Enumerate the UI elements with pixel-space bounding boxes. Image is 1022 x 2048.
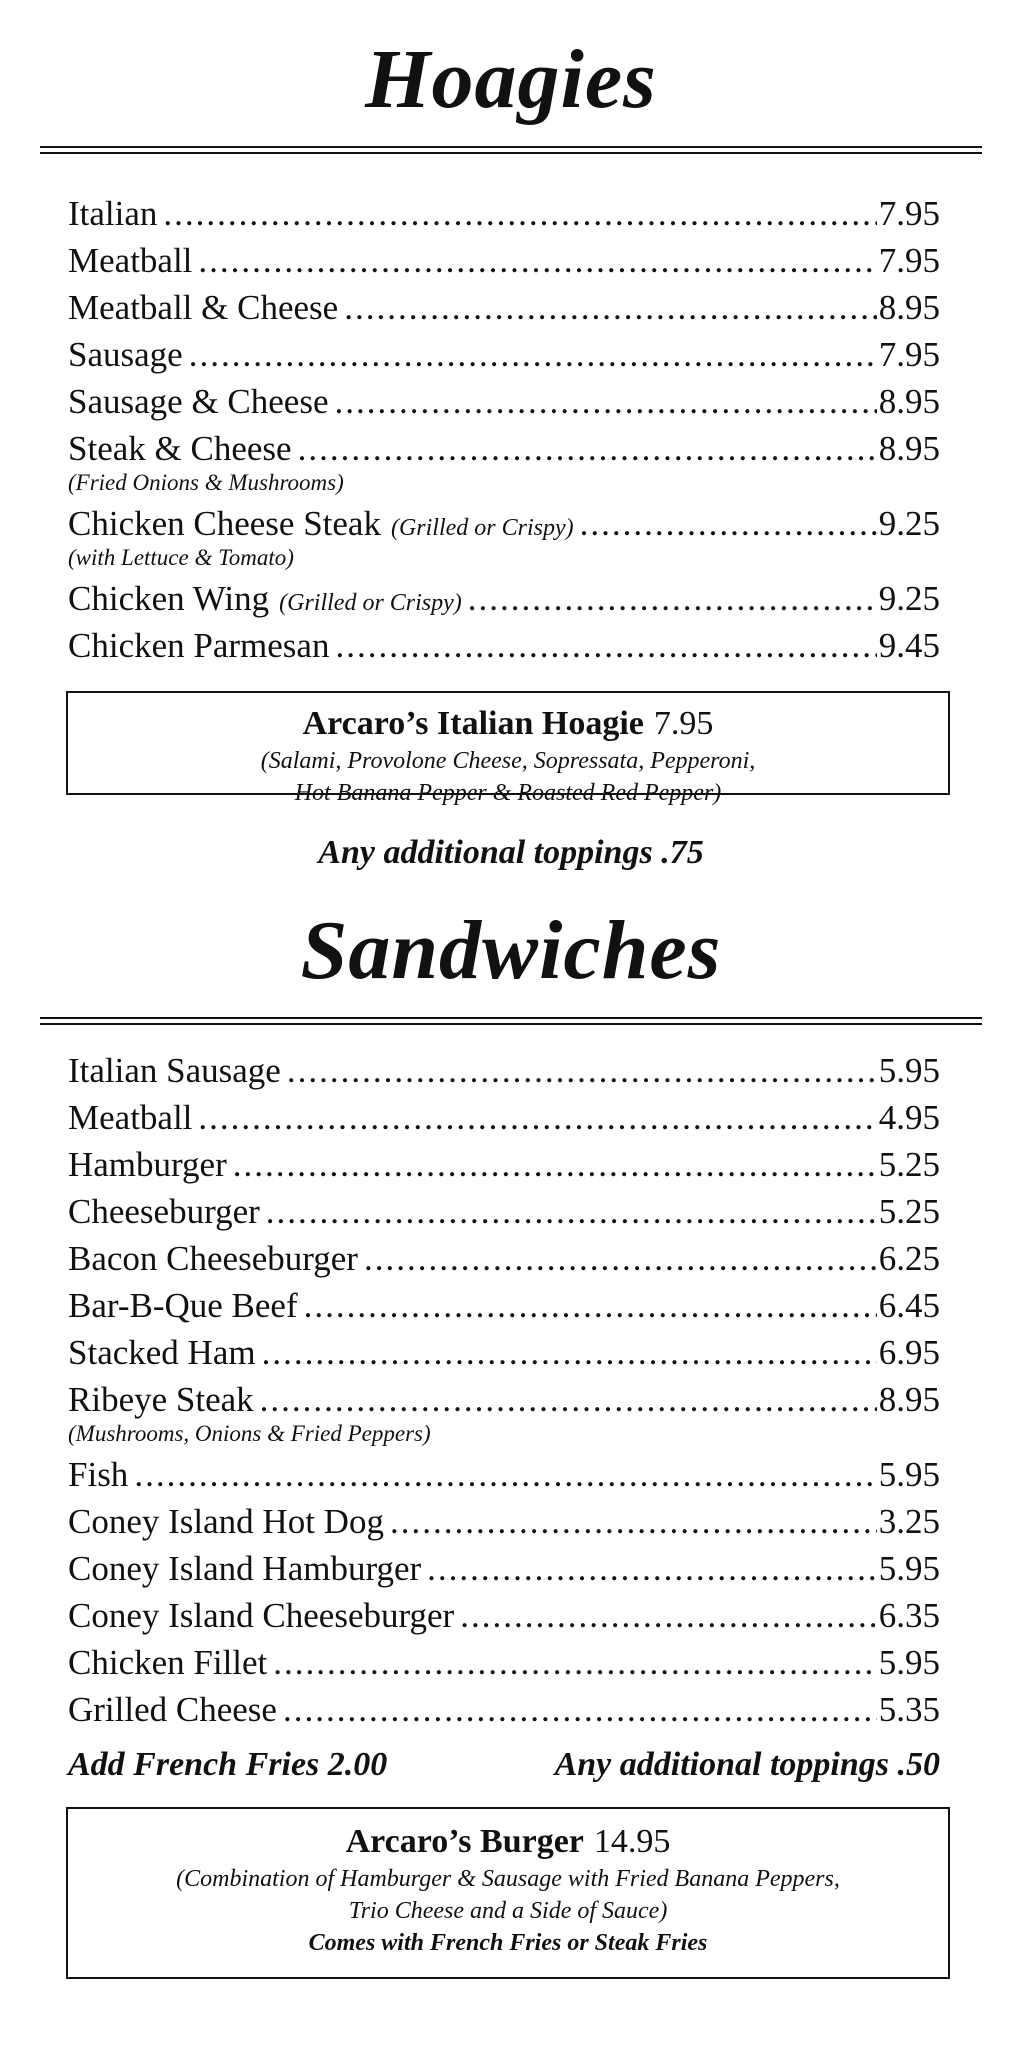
item-name: Chicken Parmesan (68, 626, 330, 665)
french-fries-note: Add French Fries 2.00 (68, 1746, 388, 1783)
special-serving-note: Comes with French Fries or Steak Fries (308, 1930, 708, 1956)
dot-leader (335, 622, 876, 669)
dot-leader (189, 331, 877, 378)
item-name: Coney Island Hot Dog (68, 1502, 384, 1541)
dot-leader (266, 1188, 877, 1235)
item-name: Italian (68, 194, 158, 233)
sandwiches-toppings-note: Any additional toppings .50 (554, 1746, 940, 1783)
item-description: (Fried Onions & Mushrooms) (68, 470, 344, 495)
item-price: 5.95 (878, 1051, 940, 1090)
item-name: Ribeye Steak (68, 1380, 254, 1419)
item-name: Chicken Wing (68, 579, 270, 618)
item-price: 4.95 (878, 1098, 940, 1137)
item-price: 8.95 (878, 1380, 940, 1419)
dot-leader (304, 1282, 877, 1329)
menu-item (68, 1141, 940, 1188)
special-name: Arcaro’s Burger (345, 1823, 584, 1860)
menu-item (68, 1451, 940, 1498)
hoagies-title: Hoagies (365, 33, 657, 126)
dot-leader (163, 190, 876, 237)
dot-leader (273, 1639, 876, 1686)
dot-leader (260, 1376, 877, 1423)
item-name: Steak & Cheese (68, 429, 292, 468)
special-name: Arcaro’s Italian Hoagie (302, 705, 644, 742)
menu-item (68, 1282, 940, 1329)
item-price: 9.25 (878, 504, 940, 543)
dot-leader (427, 1545, 877, 1592)
menu-item (68, 425, 940, 472)
menu-item (68, 1686, 940, 1733)
hoagies-divider (40, 146, 982, 154)
sandwiches-list (68, 1047, 940, 1733)
special-description: Trio Cheese and a Side of Sauce) (348, 1898, 668, 1924)
menu-item (68, 1639, 940, 1686)
menu-item (68, 1376, 940, 1423)
dot-leader (287, 1047, 877, 1094)
item-name: Bacon Cheeseburger (68, 1239, 358, 1278)
item-price: 6.95 (878, 1333, 940, 1372)
item-price: 7.95 (878, 194, 940, 233)
item-price: 7.95 (878, 335, 940, 374)
item-name: Grilled Cheese (68, 1690, 277, 1729)
menu-item (68, 1094, 940, 1141)
menu-item (68, 1235, 940, 1282)
item-price: 8.95 (878, 429, 940, 468)
menu-item (68, 1545, 940, 1592)
item-price: 6.25 (878, 1239, 940, 1278)
item-name: Meatball (68, 241, 193, 280)
hoagies-toppings-note: Any additional toppings .75 (318, 834, 704, 871)
item-description: (with Lettuce & Tomato) (68, 545, 294, 570)
item-price: 9.25 (878, 579, 940, 618)
menu-item (68, 331, 940, 378)
special-description: Hot Banana Pepper & Roasted Red Pepper) (294, 780, 722, 806)
dot-leader (198, 1094, 876, 1141)
menu-item (68, 190, 940, 237)
item-name: Chicken Cheese Steak (68, 504, 381, 543)
dot-leader (298, 425, 877, 472)
dot-leader (198, 237, 876, 284)
item-name: Stacked Ham (68, 1333, 256, 1372)
arcaros-burger-special-box (66, 1807, 950, 1979)
menu-item (68, 1592, 940, 1639)
item-price: 5.25 (878, 1145, 940, 1184)
dot-leader (468, 575, 877, 622)
item-price: 5.25 (878, 1192, 940, 1231)
item-price: 6.35 (878, 1596, 940, 1635)
special-description: (Salami, Provolone Cheese, Sopressata, Pepperoni, (260, 748, 756, 774)
item-price: 9.45 (878, 626, 940, 665)
dot-leader (344, 284, 877, 331)
dot-leader (283, 1686, 877, 1733)
item-name: Cheeseburger (68, 1192, 260, 1231)
dot-leader (364, 1235, 877, 1282)
item-name: Chicken Fillet (68, 1643, 268, 1682)
italian-hoagie-special-box (66, 691, 950, 806)
menu-item (68, 378, 940, 425)
menu-item (68, 237, 940, 284)
dot-leader (134, 1451, 876, 1498)
item-note: (Grilled or Crispy) (279, 590, 462, 616)
item-price: 3.25 (878, 1502, 940, 1541)
menu-item (68, 1329, 940, 1376)
special-heading (78, 703, 938, 745)
menu-item (68, 1047, 940, 1094)
item-price: 8.95 (878, 288, 940, 327)
item-name: Italian Sausage (68, 1051, 281, 1090)
dot-leader (390, 1498, 877, 1545)
item-price: 5.95 (878, 1549, 940, 1588)
item-description: (Mushrooms, Onions & Fried Peppers) (68, 1421, 431, 1446)
special-price: 7.95 (653, 705, 714, 742)
menu-item (68, 622, 940, 669)
sandwiches-extras (68, 1743, 940, 1787)
item-price: 5.95 (878, 1643, 940, 1682)
sandwiches-title: Sandwiches (300, 904, 722, 997)
item-name: Meatball (68, 1098, 193, 1137)
menu-item (68, 1188, 940, 1235)
item-price: 7.95 (878, 241, 940, 280)
item-price: 8.95 (878, 382, 940, 421)
item-name: Sausage & Cheese (68, 382, 329, 421)
item-note: (Grilled or Crispy) (390, 515, 574, 541)
item-price: 5.95 (878, 1455, 940, 1494)
special-heading (78, 1821, 938, 1863)
item-name: Bar-B-Que Beef (68, 1286, 298, 1325)
dot-leader (580, 500, 877, 547)
item-name: Fish (68, 1455, 129, 1494)
special-description: (Combination of Hamburger & Sausage with Fried Banana Peppers, (176, 1866, 840, 1892)
item-name: Meatball & Cheese (68, 288, 339, 327)
special-price: 14.95 (593, 1823, 671, 1860)
dot-leader (334, 378, 876, 425)
menu-item (68, 500, 940, 547)
item-name: Coney Island Hamburger (68, 1549, 422, 1588)
item-name: Hamburger (68, 1145, 227, 1184)
sandwiches-divider (40, 1017, 982, 1025)
dot-leader (233, 1141, 877, 1188)
item-price: 6.45 (878, 1286, 940, 1325)
item-name: Sausage (68, 335, 183, 374)
hoagies-list (68, 190, 940, 669)
dot-leader (460, 1592, 877, 1639)
item-price: 5.35 (878, 1690, 940, 1729)
menu-item (68, 1498, 940, 1545)
item-name: Coney Island Cheeseburger (68, 1596, 455, 1635)
menu-item (68, 284, 940, 331)
dot-leader (262, 1329, 877, 1376)
menu-item (68, 575, 940, 622)
